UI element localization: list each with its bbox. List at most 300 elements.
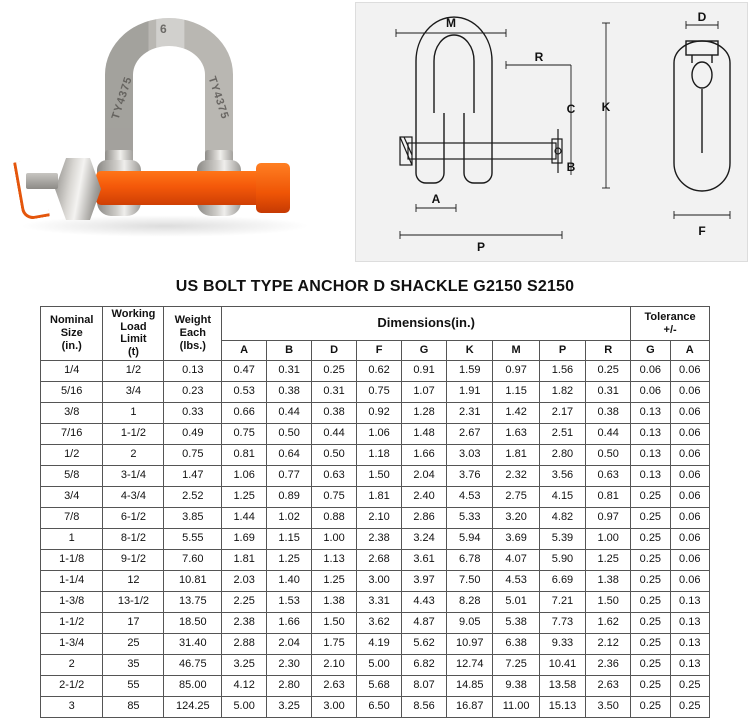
shackle-pin-cap-orange [256, 163, 290, 213]
cell-tol-A: 0.13 [670, 654, 709, 675]
cell-dim-M: 7.25 [493, 654, 539, 675]
cell-weight-each: 0.75 [164, 444, 222, 465]
cell-tol-G: 0.13 [631, 444, 670, 465]
cell-tol-G: 0.06 [631, 360, 670, 381]
cell-dim-R: 0.50 [586, 444, 631, 465]
cell-dim-M: 1.42 [493, 402, 539, 423]
cell-dim-F: 5.68 [357, 675, 402, 696]
cell-dim-R: 0.31 [586, 381, 631, 402]
table-row [41, 402, 710, 423]
cell-dim-D: 1.00 [312, 528, 357, 549]
table-row [41, 507, 710, 528]
cell-dim-B: 0.44 [267, 402, 312, 423]
cell-dim-D: 0.38 [312, 402, 357, 423]
cell-tol-A: 0.06 [670, 507, 709, 528]
cell-dim-D: 0.44 [312, 423, 357, 444]
cell-dim-M: 3.69 [493, 528, 539, 549]
cell-nominal-size: 5/16 [41, 381, 103, 402]
cell-dim-K: 5.33 [447, 507, 493, 528]
header-nominal-size [41, 307, 103, 361]
cell-tol-G: 0.25 [631, 633, 670, 654]
table-row [41, 486, 710, 507]
cell-dim-M: 5.01 [493, 591, 539, 612]
cell-dim-G: 1.07 [402, 381, 447, 402]
cell-working-load-limit: 12 [103, 570, 164, 591]
cell-weight-each: 7.60 [164, 549, 222, 570]
cell-dim-G: 3.97 [402, 570, 447, 591]
cell-dim-P: 5.90 [539, 549, 585, 570]
cell-nominal-size: 1 [41, 528, 103, 549]
cell-dim-D: 1.38 [312, 591, 357, 612]
cell-dim-R: 0.44 [586, 423, 631, 444]
cell-tol-A: 0.06 [670, 402, 709, 423]
cell-dim-A: 0.53 [222, 381, 267, 402]
cell-dim-B: 1.02 [267, 507, 312, 528]
table-row [41, 654, 710, 675]
cell-dim-B: 1.53 [267, 591, 312, 612]
cell-nominal-size: 1-1/8 [41, 549, 103, 570]
table-row [41, 612, 710, 633]
cell-dim-G: 5.62 [402, 633, 447, 654]
cell-dim-F: 1.18 [357, 444, 402, 465]
cell-working-load-limit: 6-1/2 [103, 507, 164, 528]
cell-weight-each: 1.47 [164, 465, 222, 486]
drawing-label-D: D [697, 10, 707, 24]
cell-dim-R: 0.81 [586, 486, 631, 507]
cell-dim-P: 2.17 [539, 402, 585, 423]
cell-tol-G: 0.25 [631, 507, 670, 528]
header-row-1 [41, 307, 710, 341]
cell-nominal-size: 1/2 [41, 444, 103, 465]
shackle-hex-nut [55, 158, 101, 220]
header-weight-line3: (lbs.) [179, 339, 206, 352]
header-dim-D: D [312, 341, 357, 360]
cell-dim-D: 0.25 [312, 360, 357, 381]
drawing-label-C: C [566, 102, 576, 116]
product-photo-inner [0, 0, 352, 262]
header-dim-F: F [357, 341, 402, 360]
shackle-pin-orange [96, 171, 282, 205]
cell-dim-G: 2.04 [402, 465, 447, 486]
cell-dim-A: 3.25 [222, 654, 267, 675]
cell-dim-P: 9.33 [539, 633, 585, 654]
cell-working-load-limit: 3/4 [103, 381, 164, 402]
cell-dim-B: 1.66 [267, 612, 312, 633]
cell-dim-R: 0.63 [586, 465, 631, 486]
cell-dim-G: 4.87 [402, 612, 447, 633]
cell-dim-K: 16.87 [447, 696, 493, 717]
cell-dim-D: 0.63 [312, 465, 357, 486]
cell-dim-F: 2.38 [357, 528, 402, 549]
cell-tol-G: 0.25 [631, 654, 670, 675]
cell-weight-each: 31.40 [164, 633, 222, 654]
header-dim-K: K [447, 341, 493, 360]
cell-nominal-size: 7/8 [41, 507, 103, 528]
cell-working-load-limit: 25 [103, 633, 164, 654]
cell-dim-K: 4.53 [447, 486, 493, 507]
cell-dim-G: 2.86 [402, 507, 447, 528]
cell-tol-A: 0.13 [670, 612, 709, 633]
cell-dim-A: 0.47 [222, 360, 267, 381]
table-row [41, 570, 710, 591]
cell-dim-R: 0.38 [586, 402, 631, 423]
cell-dim-G: 8.56 [402, 696, 447, 717]
cell-dim-B: 3.25 [267, 696, 312, 717]
header-weight-line2: Each [179, 326, 206, 339]
spec-table [40, 306, 710, 718]
cell-dim-R: 1.00 [586, 528, 631, 549]
cell-dim-F: 0.62 [357, 360, 402, 381]
cell-dim-K: 3.03 [447, 444, 493, 465]
cell-dim-D: 0.50 [312, 444, 357, 465]
table-row [41, 591, 710, 612]
cell-dim-M: 2.75 [493, 486, 539, 507]
cell-dim-P: 7.21 [539, 591, 585, 612]
cell-dim-A: 0.75 [222, 423, 267, 444]
cell-working-load-limit: 35 [103, 654, 164, 675]
cell-weight-each: 5.55 [164, 528, 222, 549]
cell-dim-M: 2.32 [493, 465, 539, 486]
cell-dim-G: 3.24 [402, 528, 447, 549]
cell-dim-M: 11.00 [493, 696, 539, 717]
cell-working-load-limit: 1 [103, 402, 164, 423]
cell-tol-G: 0.25 [631, 612, 670, 633]
drawing-label-A: A [431, 192, 441, 206]
cell-dim-F: 3.31 [357, 591, 402, 612]
header-working-load-limit [103, 307, 164, 361]
product-photo [0, 0, 352, 262]
cell-tol-A: 0.25 [670, 675, 709, 696]
cell-dim-B: 1.40 [267, 570, 312, 591]
cell-dim-F: 1.81 [357, 486, 402, 507]
cell-working-load-limit: 85 [103, 696, 164, 717]
table-row [41, 381, 710, 402]
cell-tol-G: 0.25 [631, 570, 670, 591]
cell-dim-B: 0.50 [267, 423, 312, 444]
header-tolerance-line1: Tolerance [644, 311, 696, 324]
cell-working-load-limit: 13-1/2 [103, 591, 164, 612]
cell-dim-B: 2.80 [267, 675, 312, 696]
cell-dim-F: 1.50 [357, 465, 402, 486]
header-tolerance-line2: +/- [663, 323, 677, 336]
drawing-label-P: P [476, 240, 486, 254]
cell-dim-A: 2.25 [222, 591, 267, 612]
cell-dim-B: 0.89 [267, 486, 312, 507]
cell-dim-G: 8.07 [402, 675, 447, 696]
cell-dim-M: 6.38 [493, 633, 539, 654]
header-weight-line1: Weight [174, 314, 212, 327]
cell-weight-each: 46.75 [164, 654, 222, 675]
header-nominal-size-line2: Size [60, 326, 83, 339]
cell-dim-P: 15.13 [539, 696, 585, 717]
cell-dim-B: 0.77 [267, 465, 312, 486]
cell-dim-K: 10.97 [447, 633, 493, 654]
cell-nominal-size: 1/4 [41, 360, 103, 381]
cell-tol-G: 0.06 [631, 381, 670, 402]
cell-dim-D: 1.13 [312, 549, 357, 570]
cell-tol-G: 0.13 [631, 465, 670, 486]
cell-dim-B: 1.15 [267, 528, 312, 549]
cell-dim-K: 3.76 [447, 465, 493, 486]
cell-tol-G: 0.25 [631, 486, 670, 507]
cell-dim-K: 2.67 [447, 423, 493, 444]
cell-dim-A: 1.25 [222, 486, 267, 507]
cell-dim-K: 12.74 [447, 654, 493, 675]
cell-dim-F: 3.62 [357, 612, 402, 633]
cell-dim-G: 2.40 [402, 486, 447, 507]
spec-table-body [41, 360, 710, 717]
cell-dim-R: 3.50 [586, 696, 631, 717]
drawing-label-F: F [698, 224, 706, 238]
cell-weight-each: 13.75 [164, 591, 222, 612]
table-row [41, 633, 710, 654]
cell-nominal-size: 3/4 [41, 486, 103, 507]
stamp-right: TY4375 [205, 74, 231, 122]
cell-dim-A: 1.81 [222, 549, 267, 570]
cell-dim-B: 0.64 [267, 444, 312, 465]
header-nominal-size-line3: (in.) [61, 339, 82, 352]
cell-weight-each: 0.33 [164, 402, 222, 423]
cell-nominal-size: 2 [41, 654, 103, 675]
cell-nominal-size: 1-3/4 [41, 633, 103, 654]
cell-tol-G: 0.13 [631, 402, 670, 423]
cell-dim-M: 0.97 [493, 360, 539, 381]
cell-dim-R: 1.62 [586, 612, 631, 633]
stamp-left: TY4375 [109, 74, 135, 122]
cell-dim-B: 0.31 [267, 360, 312, 381]
cell-dim-P: 1.56 [539, 360, 585, 381]
cell-dim-G: 1.28 [402, 402, 447, 423]
cell-nominal-size: 3 [41, 696, 103, 717]
cell-dim-A: 0.66 [222, 402, 267, 423]
cell-working-load-limit: 17 [103, 612, 164, 633]
cell-dim-G: 1.66 [402, 444, 447, 465]
cell-dim-M: 4.53 [493, 570, 539, 591]
cell-working-load-limit: 3-1/4 [103, 465, 164, 486]
cell-dim-F: 3.00 [357, 570, 402, 591]
cell-dim-F: 5.00 [357, 654, 402, 675]
header-wll-line4: (t) [127, 345, 139, 358]
header-wll-line1: Working [111, 308, 156, 320]
cell-dim-B: 0.38 [267, 381, 312, 402]
cell-dim-K: 1.91 [447, 381, 493, 402]
cell-dim-A: 1.69 [222, 528, 267, 549]
cell-dim-A: 2.03 [222, 570, 267, 591]
cell-tol-A: 0.06 [670, 528, 709, 549]
cell-tol-G: 0.25 [631, 696, 670, 717]
spec-table-head [41, 307, 710, 361]
cell-dim-F: 0.75 [357, 381, 402, 402]
cell-dim-K: 2.31 [447, 402, 493, 423]
cell-weight-each: 18.50 [164, 612, 222, 633]
cell-dim-P: 6.69 [539, 570, 585, 591]
cell-weight-each: 85.00 [164, 675, 222, 696]
cell-working-load-limit: 8-1/2 [103, 528, 164, 549]
cell-dim-F: 2.68 [357, 549, 402, 570]
cell-dim-R: 2.63 [586, 675, 631, 696]
cell-dim-R: 2.36 [586, 654, 631, 675]
cell-weight-each: 10.81 [164, 570, 222, 591]
cell-weight-each: 0.13 [164, 360, 222, 381]
cell-nominal-size: 1-1/4 [41, 570, 103, 591]
cell-dim-G: 1.48 [402, 423, 447, 444]
cell-dim-F: 2.10 [357, 507, 402, 528]
drawing-label-R: R [534, 50, 544, 64]
cell-dim-A: 2.38 [222, 612, 267, 633]
header-dim-G: G [402, 341, 447, 360]
cell-tol-A: 0.13 [670, 633, 709, 654]
header-wll-line2: Load [120, 320, 147, 333]
cell-dim-R: 0.25 [586, 360, 631, 381]
table-row [41, 360, 710, 381]
cell-dim-D: 0.88 [312, 507, 357, 528]
cell-working-load-limit: 1-1/2 [103, 423, 164, 444]
drawing-label-M: M [446, 16, 456, 30]
table-row [41, 423, 710, 444]
cell-dim-D: 1.75 [312, 633, 357, 654]
cell-dim-M: 9.38 [493, 675, 539, 696]
table-row [41, 444, 710, 465]
cell-tol-A: 0.25 [670, 696, 709, 717]
cell-nominal-size: 3/8 [41, 402, 103, 423]
cell-nominal-size: 1-3/8 [41, 591, 103, 612]
header-dim-P: P [539, 341, 585, 360]
photo-shadow [20, 215, 310, 237]
cell-dim-G: 6.82 [402, 654, 447, 675]
cell-dim-A: 4.12 [222, 675, 267, 696]
header-nominal-size-line1: Nominal [50, 314, 94, 327]
cell-tol-A: 0.06 [670, 444, 709, 465]
cell-nominal-size: 5/8 [41, 465, 103, 486]
cell-dim-P: 7.73 [539, 612, 585, 633]
header-tol-G: G [631, 341, 670, 360]
cell-weight-each: 0.49 [164, 423, 222, 444]
cell-dim-P: 4.82 [539, 507, 585, 528]
drawing-label-K: K [601, 100, 611, 114]
cell-dim-B: 2.04 [267, 633, 312, 654]
cell-dim-D: 1.50 [312, 612, 357, 633]
cell-dim-F: 6.50 [357, 696, 402, 717]
cell-working-load-limit: 1/2 [103, 360, 164, 381]
spec-table-container [40, 306, 710, 718]
cell-tol-A: 0.06 [670, 570, 709, 591]
cell-dim-D: 0.75 [312, 486, 357, 507]
cell-dim-K: 14.85 [447, 675, 493, 696]
header-weight-each [164, 307, 222, 361]
cell-dim-M: 5.38 [493, 612, 539, 633]
header-dim-B: B [267, 341, 312, 360]
cell-dim-P: 4.15 [539, 486, 585, 507]
cell-working-load-limit: 4-3/4 [103, 486, 164, 507]
cell-dim-D: 0.31 [312, 381, 357, 402]
cell-dim-R: 1.50 [586, 591, 631, 612]
cell-weight-each: 3.85 [164, 507, 222, 528]
cell-weight-each: 0.23 [164, 381, 222, 402]
dimension-drawing-svg [356, 3, 747, 261]
table-row [41, 528, 710, 549]
cell-weight-each: 2.52 [164, 486, 222, 507]
cell-dim-A: 2.88 [222, 633, 267, 654]
cell-dim-R: 1.25 [586, 549, 631, 570]
header-dim-A: A [222, 341, 267, 360]
table-row [41, 675, 710, 696]
dimension-drawing [355, 2, 748, 262]
cell-tol-A: 0.06 [670, 360, 709, 381]
cell-dim-A: 1.06 [222, 465, 267, 486]
cell-dim-P: 13.58 [539, 675, 585, 696]
table-row [41, 549, 710, 570]
cell-tol-A: 0.06 [670, 423, 709, 444]
cell-dim-G: 0.91 [402, 360, 447, 381]
cell-dim-A: 0.81 [222, 444, 267, 465]
cell-dim-R: 0.97 [586, 507, 631, 528]
cell-tol-A: 0.06 [670, 465, 709, 486]
cell-tol-G: 0.25 [631, 528, 670, 549]
cell-tol-G: 0.25 [631, 549, 670, 570]
cell-dim-R: 2.12 [586, 633, 631, 654]
cell-dim-B: 2.30 [267, 654, 312, 675]
cell-working-load-limit: 2 [103, 444, 164, 465]
cell-dim-P: 1.82 [539, 381, 585, 402]
cell-dim-M: 1.81 [493, 444, 539, 465]
cell-dim-D: 1.25 [312, 570, 357, 591]
cell-nominal-size: 2-1/2 [41, 675, 103, 696]
cell-dim-K: 5.94 [447, 528, 493, 549]
cell-working-load-limit: 9-1/2 [103, 549, 164, 570]
cell-dim-F: 4.19 [357, 633, 402, 654]
header-dim-R: R [586, 341, 631, 360]
cotter-pin [13, 158, 50, 221]
cell-dim-K: 1.59 [447, 360, 493, 381]
cell-dim-P: 5.39 [539, 528, 585, 549]
top-image-area [0, 0, 750, 268]
cell-dim-D: 2.63 [312, 675, 357, 696]
cell-dim-P: 3.56 [539, 465, 585, 486]
cell-dim-M: 1.15 [493, 381, 539, 402]
cell-tol-G: 0.25 [631, 591, 670, 612]
cell-dim-P: 2.80 [539, 444, 585, 465]
cell-dim-P: 2.51 [539, 423, 585, 444]
cell-dim-P: 10.41 [539, 654, 585, 675]
table-row [41, 696, 710, 717]
cell-dim-K: 8.28 [447, 591, 493, 612]
cell-dim-D: 3.00 [312, 696, 357, 717]
cell-dim-B: 1.25 [267, 549, 312, 570]
cell-dim-R: 1.38 [586, 570, 631, 591]
cell-tol-G: 0.25 [631, 675, 670, 696]
cell-dim-A: 1.44 [222, 507, 267, 528]
header-tolerance [631, 307, 710, 341]
cell-dim-K: 9.05 [447, 612, 493, 633]
drawing-label-B: B [566, 160, 576, 174]
cell-tol-G: 0.13 [631, 423, 670, 444]
cell-dim-F: 1.06 [357, 423, 402, 444]
cell-tol-A: 0.06 [670, 486, 709, 507]
cell-weight-each: 124.25 [164, 696, 222, 717]
cell-dim-M: 1.63 [493, 423, 539, 444]
page-title: US BOLT TYPE ANCHOR D SHACKLE G2150 S2150 [175, 278, 575, 295]
cell-tol-A: 0.06 [670, 381, 709, 402]
header-dim-M: M [493, 341, 539, 360]
cell-working-load-limit: 55 [103, 675, 164, 696]
cell-dim-M: 3.20 [493, 507, 539, 528]
header-tol-A: A [670, 341, 709, 360]
cell-dim-M: 4.07 [493, 549, 539, 570]
table-row [41, 465, 710, 486]
cell-tol-A: 0.13 [670, 591, 709, 612]
cell-dim-D: 2.10 [312, 654, 357, 675]
cell-dim-K: 6.78 [447, 549, 493, 570]
